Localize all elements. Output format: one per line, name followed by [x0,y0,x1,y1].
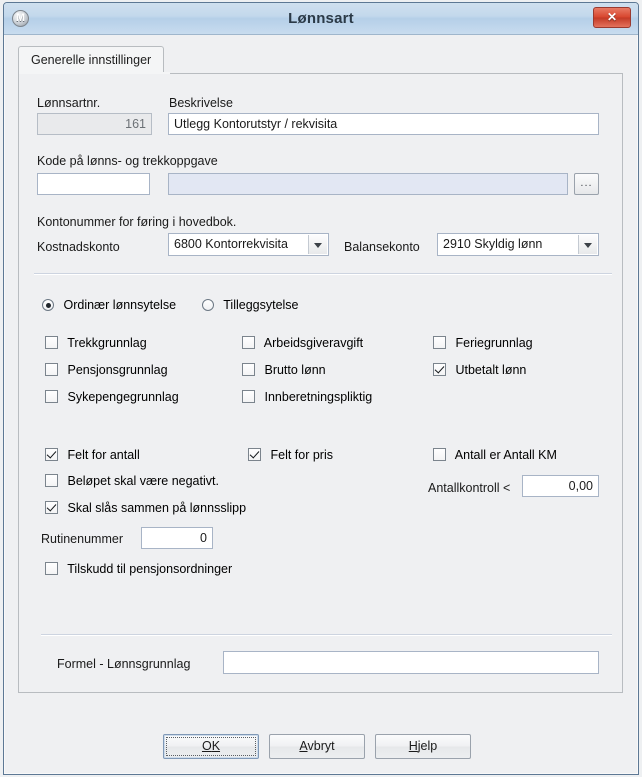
balansekonto-label: Balansekonto [344,240,420,254]
checkbox-feriegrunnlag[interactable] [433,336,533,350]
app-logo-icon: M [12,10,29,27]
divider-2 [41,634,612,636]
checkbox-tilskudd-pensjonsordninger[interactable] [45,562,232,576]
ok-button[interactable] [163,734,259,759]
radio-tilleggsytelse[interactable] [202,298,299,312]
checkbox-indicator [433,448,446,461]
formel-lonnsgrunnlag-label: Formel - Lønnsgrunnlag [57,657,191,671]
checkbox-utbetalt-lonn-label: Utbetalt lønn [455,363,527,377]
checkbox-sykepengegrunnlag-label: Sykepengegrunnlag [67,390,179,404]
title-bar [4,3,638,35]
checkbox-pensjonsgrunnlag-label: Pensjonsgrunnlag [67,363,168,377]
help-button-label: Hjelp [408,739,438,753]
checkbox-indicator [242,390,255,403]
checkbox-arbeidsgiveravgift-label: Arbeidsgiveravgift [263,336,364,350]
checkbox-tilskudd-pensjonsordninger-label: Tilskudd til pensjonsordninger [67,562,233,576]
checkbox-felt-for-antall[interactable] [45,448,140,462]
kode-text-input[interactable] [168,173,568,195]
kontonummer-group-label: Kontonummer for føring i hovedbok. [37,215,237,229]
checkbox-indicator [248,448,261,461]
radio-indicator [42,299,54,311]
kode-code-input[interactable] [37,173,150,195]
lonnsartnr-input[interactable] [37,113,152,135]
ok-button-label: OK [201,739,221,753]
cancel-button[interactable] [269,734,365,759]
checkbox-indicator [45,448,58,461]
checkbox-indicator [45,562,58,575]
checkbox-indicator [242,336,255,349]
kostnadskonto-value: 6800 Kontorrekvisita [174,237,288,251]
focus-ring [166,737,256,756]
beskrivelse-label: Beskrivelse [169,96,233,110]
checkbox-utbetalt-lonn[interactable] [433,363,526,377]
checkbox-indicator [433,336,446,349]
kostnadskonto-label: Kostnadskonto [37,240,120,254]
checkbox-belopet-negativt[interactable] [45,474,219,488]
chevron-down-icon[interactable] [578,235,597,254]
checkbox-belopet-negativt-label: Beløpet skal være negativt. [67,474,219,488]
tab-generelle-innstillinger[interactable]: Generelle innstillinger [18,46,164,74]
divider-1 [34,273,612,275]
checkbox-slas-sammen[interactable] [45,501,246,515]
formel-lonnsgrunnlag-input[interactable] [223,651,599,674]
checkbox-trekkgrunnlag[interactable] [45,336,147,350]
checkbox-innberetningspliktig[interactable] [242,390,372,404]
cancel-button-label: Avbryt [299,739,335,753]
checkbox-indicator [242,363,255,376]
antallkontroll-label: Antallkontroll < [428,481,511,495]
rutinenummer-input[interactable] [141,527,213,549]
lonnsart-window [3,2,639,775]
tab-strip [18,46,623,74]
checkbox-arbeidsgiveravgift[interactable] [242,336,363,350]
kostnadskonto-select[interactable] [168,233,329,256]
checkbox-brutto-lonn[interactable] [242,363,326,377]
checkbox-felt-for-antall-label: Felt for antall [67,448,140,462]
kode-browse-button[interactable]: ... [574,173,599,195]
checkbox-pensjonsgrunnlag[interactable] [45,363,168,377]
radio-tilleggsytelse-label: Tilleggsytelse [223,298,299,312]
checkbox-indicator [45,474,58,487]
checkbox-slas-sammen-label: Skal slås sammen på lønnsslipp [67,501,247,515]
checkbox-felt-for-pris[interactable] [248,448,333,462]
close-icon[interactable]: ✕ [593,7,631,28]
checkbox-indicator [45,363,58,376]
checkbox-brutto-lonn-label: Brutto lønn [264,363,326,377]
radio-ordinaer-label: Ordinær lønnsytelse [63,298,177,312]
checkbox-indicator [45,501,58,514]
rutinenummer-label: Rutinenummer [41,532,123,546]
antallkontroll-input[interactable] [522,475,599,497]
window-title: Lønnsart [288,10,354,27]
beskrivelse-input[interactable] [168,113,599,135]
lonnsartnr-label: Lønnsartnr. [37,96,101,110]
checkbox-antall-er-antall-km[interactable] [433,448,557,462]
checkbox-innberetningspliktig-label: Innberetningspliktig [264,390,373,404]
checkbox-antall-er-antall-km-label: Antall er Antall KM [454,448,557,462]
tab-panel-seam [19,72,170,74]
checkbox-sykepengegrunnlag[interactable] [45,390,179,404]
radio-ordinaer-lonnsytelse[interactable] [42,298,176,312]
checkbox-indicator [433,363,446,376]
checkbox-trekkgrunnlag-label: Trekkgrunnlag [67,336,147,350]
kode-group-label: Kode på lønns- og trekkoppgave [37,154,218,168]
balansekonto-value: 2910 Skyldig lønn [443,237,543,251]
radio-indicator [202,299,214,311]
balansekonto-select[interactable] [437,233,599,256]
chevron-down-icon[interactable] [308,235,327,254]
checkbox-felt-for-pris-label: Felt for pris [270,448,333,462]
help-button[interactable] [375,734,471,759]
checkbox-feriegrunnlag-label: Feriegrunnlag [455,336,533,350]
checkbox-indicator [45,390,58,403]
checkbox-indicator [45,336,58,349]
